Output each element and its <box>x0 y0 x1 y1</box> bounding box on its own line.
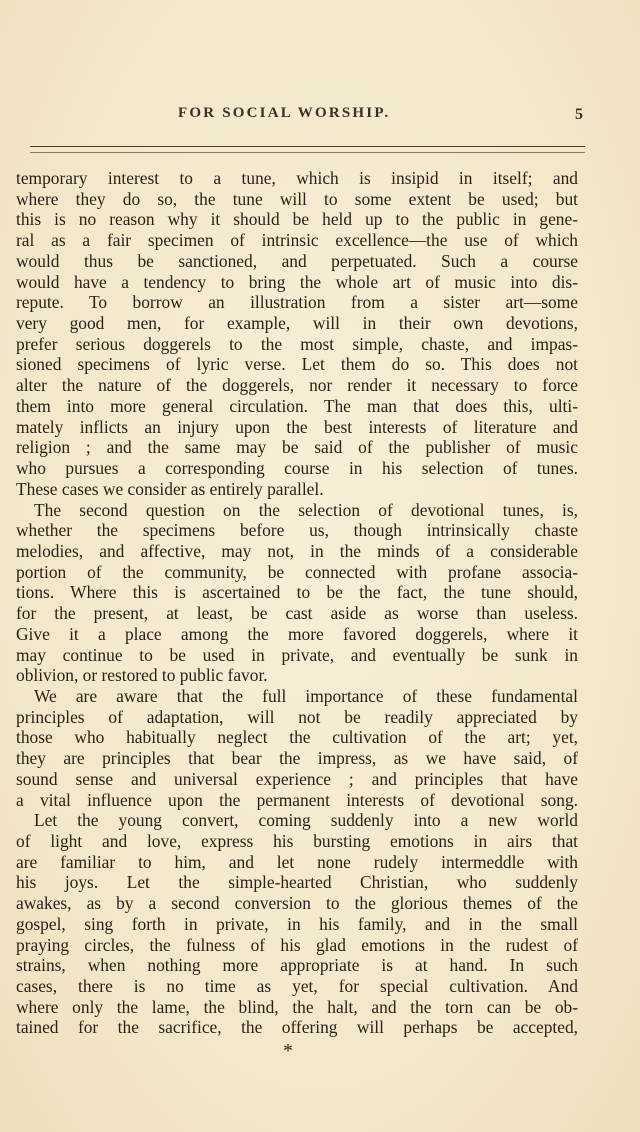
text-line: would have a tendency to bring the whole art of music into dis- <box>16 271 578 292</box>
text-line: who pursues a corresponding course in his selection of tunes. <box>16 458 578 479</box>
text-line: they are principles that bear the impress, as we have said, of <box>16 748 578 769</box>
text-line: oblivion, or restored to public favor. <box>16 665 268 686</box>
text-line: where only the lame, the blind, the halt, and the torn can be ob- <box>16 996 578 1017</box>
text-line: Let the young convert, coming suddenly into a new world <box>34 810 578 831</box>
text-line: melodies, and affective, may not, in the minds of a considerable <box>16 540 578 561</box>
text-line: sioned specimens of lyric verse. Let them do so. This does not <box>16 354 578 375</box>
text-line: gospel, sing forth in private, in his family, and in the small <box>16 913 578 934</box>
text-line: awakes, as by a second conversion to the glorious themes of the <box>16 893 578 914</box>
text-line: alter the nature of the doggerels, nor render it necessary to force <box>16 375 578 396</box>
text-line: mately inflicts an injury upon the best interests of literature and <box>16 416 578 437</box>
text-line: his joys. Let the simple-hearted Christian, who suddenly <box>16 872 578 893</box>
running-title: FOR SOCIAL WORSHIP. <box>178 105 391 121</box>
signature-mark: * <box>283 1040 293 1062</box>
text-line: a vital influence upon the permanent interests of devotional song. <box>16 789 578 810</box>
text-line: for the present, at least, be cast aside as worse than useless. <box>16 603 578 624</box>
text-line: very good men, for example, will in their own devotions, <box>16 313 578 334</box>
text-line: praying circles, the fulness of his glad emotions in the rudest of <box>16 934 578 955</box>
text-line: this is no reason why it should be held up to the public in gene- <box>16 209 578 230</box>
text-line: The second question on the selection of devotional tunes, is, <box>34 499 578 520</box>
text-line: sound sense and universal experience ; and principles that have <box>16 768 578 789</box>
text-line: may continue to be used in private, and eventually be sunk in <box>16 644 578 665</box>
text-line: tions. Where this is ascertained to be the fact, the tune should, <box>16 582 578 603</box>
text-line: those who habitually neglect the cultivation of the art; yet, <box>16 727 578 748</box>
text-line: strains, when nothing more appropriate is at hand. In such <box>16 955 578 976</box>
text-line: ral as a fair specimen of intrinsic excellence—the use of which <box>16 230 578 251</box>
text-line: Give it a place among the more favored doggerels, where it <box>16 623 578 644</box>
text-line: prefer serious doggerels to the most simple, chaste, and impas- <box>16 333 578 354</box>
header-rule-thin <box>30 152 585 153</box>
text-line: We are aware that the full importance of these fundamental <box>34 685 578 706</box>
text-line: of light and love, express his bursting emotions in airs that <box>16 831 578 851</box>
text-line: are familiar to him, and let none rudely intermeddle with <box>16 851 578 872</box>
body-text <box>16 168 578 1038</box>
text-line: These cases we consider as entirely parallel. <box>16 478 324 499</box>
text-line: where they do so, the tune will to some extent be used; but <box>16 188 578 209</box>
running-head <box>0 105 640 127</box>
header-rule <box>30 146 585 147</box>
text-line: them into more general circulation. The man that does this, ulti- <box>16 395 578 416</box>
text-line: would thus be sanctioned, and perpetuated. Such a course <box>16 250 578 271</box>
text-line: religion ; and the same may be said of the publisher of music <box>16 437 578 458</box>
text-line: tained for the sacrifice, the offering will perhaps be accepted, <box>16 1017 578 1038</box>
page-number: 5 <box>575 106 583 123</box>
text-line: repute. To borrow an illustration from a sister art—some <box>16 292 578 313</box>
text-line: portion of the community, be connected with profane associa- <box>16 561 578 582</box>
text-line: whether the specimens before us, though intrinsically chaste <box>16 520 578 541</box>
text-line: cases, there is no time as yet, for special cultivation. And <box>16 976 578 997</box>
text-line: principles of adaptation, will not be readily appreciated by <box>16 706 578 727</box>
text-line: temporary interest to a tune, which is insipid in itself; and <box>16 168 578 188</box>
